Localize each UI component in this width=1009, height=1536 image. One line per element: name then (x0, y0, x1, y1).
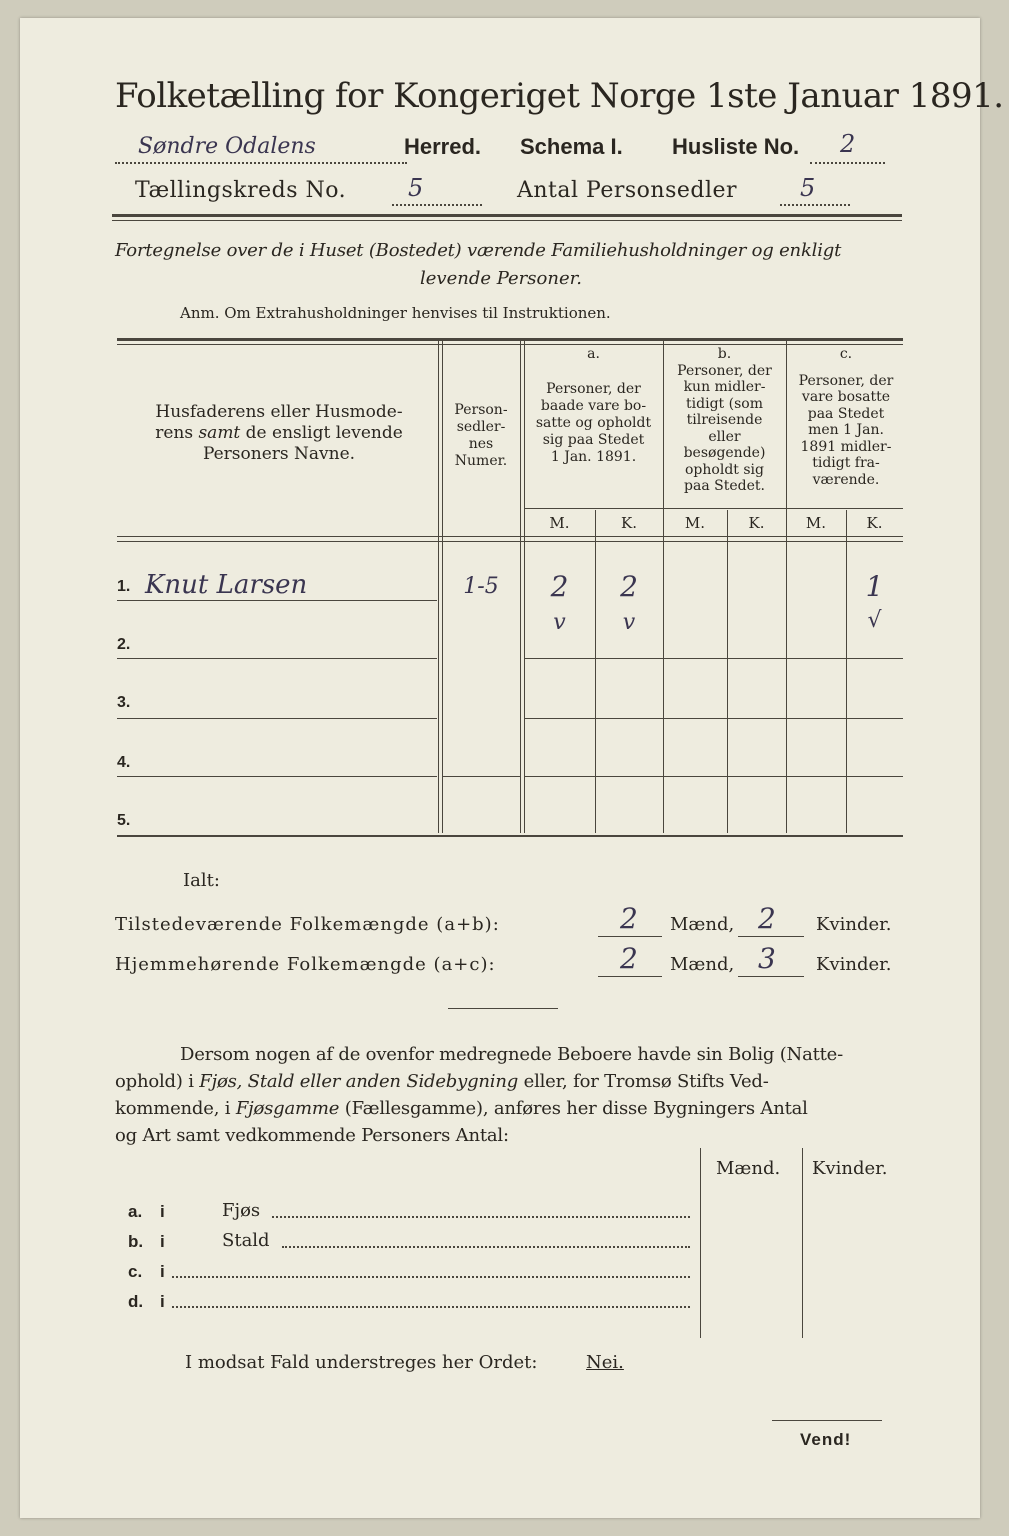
building-b-i: i (160, 1232, 165, 1251)
header-num: Person- sedler- nes Numer. (454, 402, 508, 469)
footer-word-nei: Nei. (586, 1352, 624, 1373)
herred-label: Herred. (404, 134, 482, 159)
total-line1-k: 2 (758, 902, 776, 935)
header-col-a: a. Personer, der baade vare bo- satte og opholdt sig paa Stedet 1 Jan. 1891. (535, 346, 652, 465)
buildings-para-2: ophold) i Fjøs, Stald eller anden Sidebygning eller, for Tromsø Stifts Ved- (115, 1071, 769, 1092)
total-line2-label: Hjemmehørende Folkemængde (a+c): (115, 954, 496, 975)
antal-value: 5 (800, 174, 816, 202)
row-c-k: √ (867, 608, 882, 633)
building-a-label: Fjøs (222, 1200, 261, 1221)
row-number: 5. (117, 812, 131, 829)
total-line1-kvinder: Kvinder. (816, 914, 892, 935)
total-line2-m: 2 (620, 942, 638, 975)
header-col-b: b. Personer, der kun midler- tidigt (som tilreisende eller besøgende) opholdt sig paa Stedet. (677, 346, 772, 494)
buildings-para-3: kommende, i Fjøsgamme (Fællesgamme), anføres her disse Bygningers Antal (115, 1098, 808, 1119)
footer-text: I modsat Fald understreges her Ordet: (185, 1352, 538, 1373)
header-a-k: K. (621, 514, 637, 532)
total-line2-maend: Mænd, (670, 954, 735, 975)
header-rule (112, 214, 902, 217)
row-a-m: 2 (550, 570, 569, 603)
schema-label: Schema I. (520, 134, 623, 159)
row-name: Knut Larsen (145, 570, 308, 600)
building-b-label: Stald (222, 1230, 270, 1251)
header-name: Husfaderens eller Husmode- rens samt de ensligt levende Personers Navne. (155, 402, 403, 464)
building-a-i: i (160, 1202, 165, 1221)
row-number: 1. (117, 578, 131, 595)
buildings-para-1: Dersom nogen af de ovenfor medregnede Beboere havde sin Bolig (Natte- (180, 1044, 844, 1065)
building-d-letter: d. (128, 1292, 144, 1311)
row-a-m: v (553, 610, 566, 635)
intro-line1: Fortegnelse over de i Huset (Bostedet) værende Familiehusholdninger og enkligt (115, 240, 842, 261)
table-bottom-rule (117, 835, 903, 837)
header-col-c: c. Personer, der vare bosatte paa Stedet men 1 Jan. 1891 midler- tidigt fra- værende. (798, 346, 894, 488)
row-number: 3. (117, 694, 131, 711)
anm-note: Anm. Om Extrahusholdninger henvises til Instruktionen. (180, 304, 611, 322)
building-b-letter: b. (128, 1232, 144, 1251)
antal-label: Antal Personsedler (517, 178, 738, 203)
kreds-value: 5 (408, 174, 424, 202)
row-a-k: v (622, 610, 636, 635)
husliste-value: 2 (840, 130, 856, 158)
header-c-m: M. (805, 514, 827, 532)
form-title: Folketælling for Kongeriget Norge 1ste Januar 1891. (115, 76, 1004, 116)
total-line2-kvinder: Kvinder. (816, 954, 892, 975)
building-a-letter: a. (128, 1202, 143, 1221)
row-a-k: 2 (620, 570, 638, 603)
row-number: 2. (117, 636, 131, 653)
intro-line2: levende Personer. (420, 268, 582, 289)
ialt-label: Ialt: (183, 870, 220, 891)
husliste-label: Husliste No. (672, 134, 800, 159)
divider (448, 1008, 558, 1009)
total-line1-m: 2 (620, 902, 638, 935)
buildings-para-4: og Art samt vedkommende Personers Antal: (115, 1125, 509, 1146)
total-line1-maend: Mænd, (670, 914, 735, 935)
building-c-i: i (160, 1262, 165, 1281)
buildings-col-maend: Mænd. (716, 1158, 781, 1179)
total-line2-k: 3 (758, 942, 776, 975)
row-number: 4. (117, 754, 131, 771)
census-form (20, 18, 1004, 1518)
row-c-k: 1 (865, 570, 884, 603)
herred-value: Søndre Odalens (138, 134, 316, 159)
buildings-col-kvinder: Kvinder. (812, 1158, 888, 1179)
header-c-k: K. (866, 514, 883, 532)
vend-label: Vend! (800, 1430, 852, 1449)
building-d-i: i (160, 1292, 165, 1311)
header-a-m: M. (549, 514, 570, 532)
kreds-label: Tællingskreds No. (135, 178, 347, 203)
row-num: 1-5 (463, 574, 499, 599)
header-b-k: K. (748, 514, 765, 532)
header-b-m: M. (684, 514, 706, 532)
total-line1-label: Tilstedeværende Folkemængde (a+b): (115, 914, 500, 935)
building-c-letter: c. (128, 1262, 143, 1281)
